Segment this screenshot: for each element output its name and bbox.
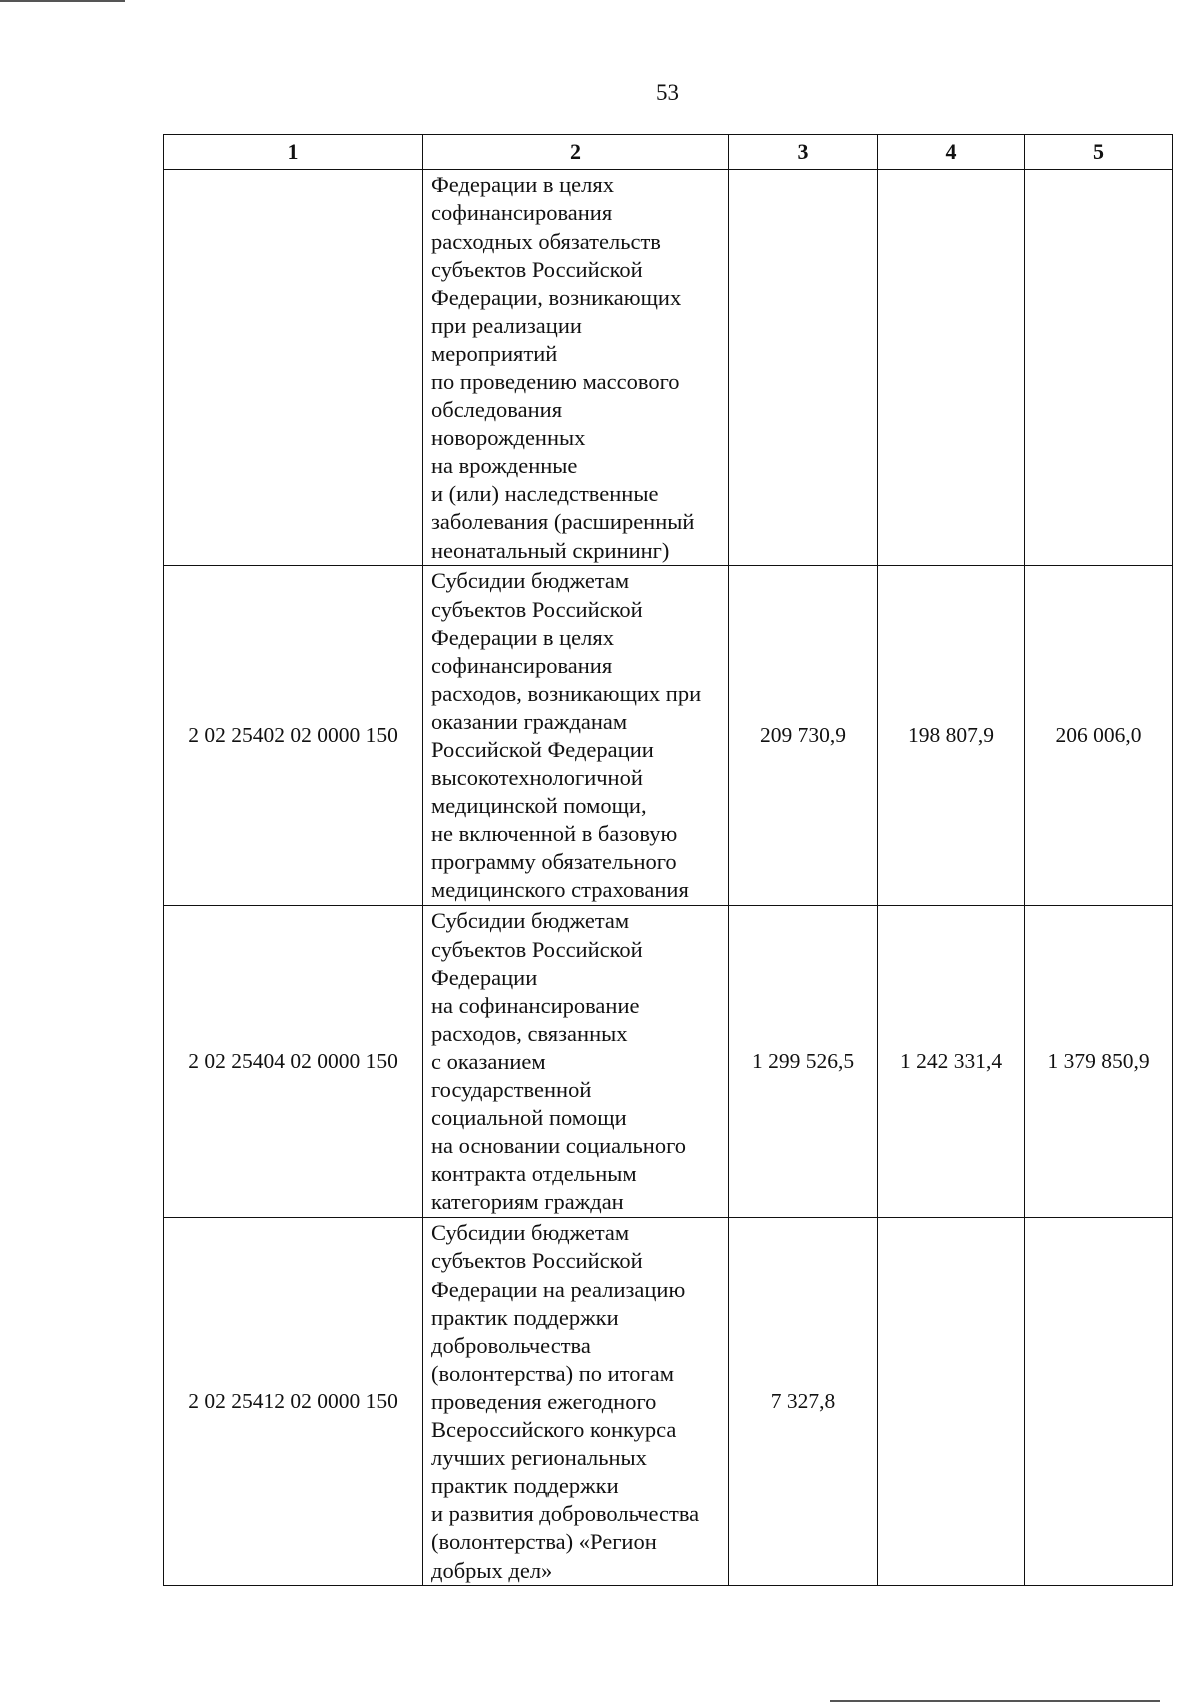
table-row xyxy=(164,906,1173,1218)
page-number: 53 xyxy=(656,80,679,105)
row-value-col5: 206 006,0 xyxy=(1025,566,1173,906)
row-value-col5 xyxy=(1025,1218,1173,1586)
table-header-row xyxy=(164,135,1173,170)
row-value-col3: 7 327,8 xyxy=(729,1218,878,1586)
row-value-col3 xyxy=(729,170,878,566)
header-col-5: 5 xyxy=(1025,135,1173,170)
header-col-1: 1 xyxy=(164,135,423,170)
budget-table xyxy=(163,134,1173,1586)
row-value-col3: 209 730,9 xyxy=(729,566,878,906)
row-code: 2 02 25412 02 0000 150 xyxy=(164,1218,423,1586)
row-value-col4: 198 807,9 xyxy=(878,566,1025,906)
table-row xyxy=(164,1218,1173,1586)
table-row xyxy=(164,170,1173,566)
header-col-4: 4 xyxy=(878,135,1025,170)
row-value-col5: 1 379 850,9 xyxy=(1025,906,1173,1218)
header-col-2: 2 xyxy=(423,135,729,170)
row-value-col4 xyxy=(878,170,1025,566)
scan-artifact-bottom xyxy=(830,1700,1160,1702)
row-value-col3: 1 299 526,5 xyxy=(729,906,878,1218)
row-value-col4: 1 242 331,4 xyxy=(878,906,1025,1218)
row-value-col4 xyxy=(878,1218,1025,1586)
row-description: Федерации в целях софинансирования расходных обязательств субъектов Российской Федерации, возникающих при реализации мероприятий по проведению массового обследования новорожденных на врожденные и (или) наследственные заболевания (расширенный неонатальный скрининг) xyxy=(423,170,729,566)
row-code xyxy=(164,170,423,566)
row-code: 2 02 25404 02 0000 150 xyxy=(164,906,423,1218)
row-value-col5 xyxy=(1025,170,1173,566)
header-col-3: 3 xyxy=(729,135,878,170)
row-description: Субсидии бюджетам субъектов Российской Федерации на реализацию практик поддержки добровольчества (волонтерства) по итогам проведения ежегодного Всероссийского конкурса лучших региональных практик поддержки и развития добровольчества (волонтерства) «Регион добрых дел» xyxy=(423,1218,729,1586)
row-code: 2 02 25402 02 0000 150 xyxy=(164,566,423,906)
scan-artifact-top xyxy=(0,0,125,2)
table-row xyxy=(164,566,1173,906)
row-description: Субсидии бюджетам субъектов Российской Федерации в целях софинансирования расходов, возникающих при оказании гражданам Российской Федерации высокотехнологичной медицинской помощи, не включенной в базовую программу обязательного медицинского страхования xyxy=(423,566,729,906)
row-description: Субсидии бюджетам субъектов Российской Федерации на софинансирование расходов, связанных с оказанием государственной социальной помощи на основании социального контракта отдельным категориям граждан xyxy=(423,906,729,1218)
